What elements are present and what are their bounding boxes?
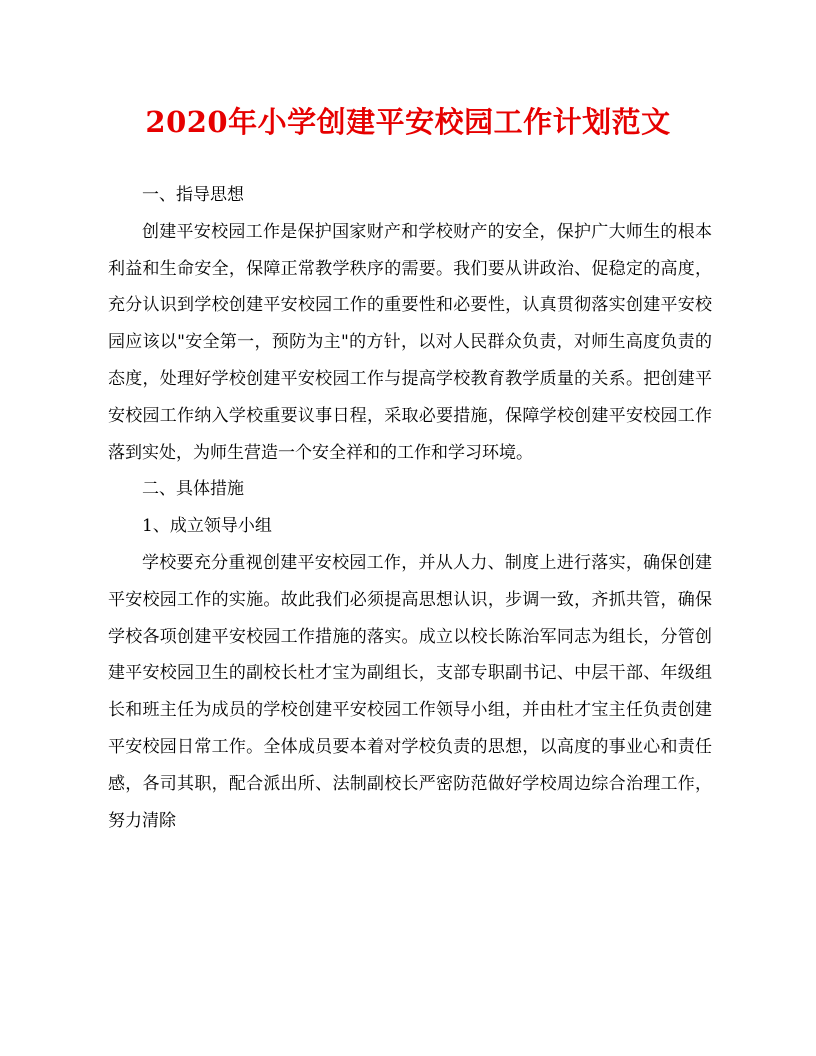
paragraph-leadership-group: 学校要充分重视创建平安校园工作，并从人力、制度上进行落实，确保创建平安校园工作的实施。故此我们必须提高思想认识，步调一致，齐抓共管，确保学校各项创建平安校园工作措施的落实。成立以校长陈治军同志为组长，分管创建平安校园卫生的副校长杜才宝为副组长，支部专职副书记、中层干部、年级组长和班主任为成员的学校创建平安校园工作领导小组，并由杜才宝主任负责创建平安校园日常工作。全体成员要本着对学校负责的思想，以高度的事业心和责任感，各司其职，配合派出所、法制副校长严密防范做好学校周边综合治理工作，努力清除 (108, 552, 712, 831)
section-heading-guiding-ideology: 一、指导思想 (142, 185, 244, 205)
document-title: 2020年小学创建平安校园工作计划范文 (145, 105, 671, 139)
section-heading-specific-measures: 二、具体措施 (142, 479, 244, 500)
document-body (108, 177, 712, 839)
paragraph-guiding-ideology: 创建平安校园工作是保护国家财产和学校财产的安全，保护广大师生的根本利益和生命安全，保障正常教学秩序的需要。我们要从讲政治、促稳定的高度，充分认识到学校创建平安校园工作的重要性和必要性，认真贯彻落实创建平安校园应该以"安全第一，预防为主"的方针，以对人民群众负责，对师生高度负责的态度，处理好学校创建平安校园工作与提高学校教育教学质量的关系。把创建平安校园工作纳入学校重要议事日程，采取必要措施，保障学校创建平安校园工作落到实处，为师生营造一个安全祥和的工作和学习环境。 (108, 221, 712, 463)
subsection-heading-leadership-group: 1、成立领导小组 (142, 516, 272, 537)
